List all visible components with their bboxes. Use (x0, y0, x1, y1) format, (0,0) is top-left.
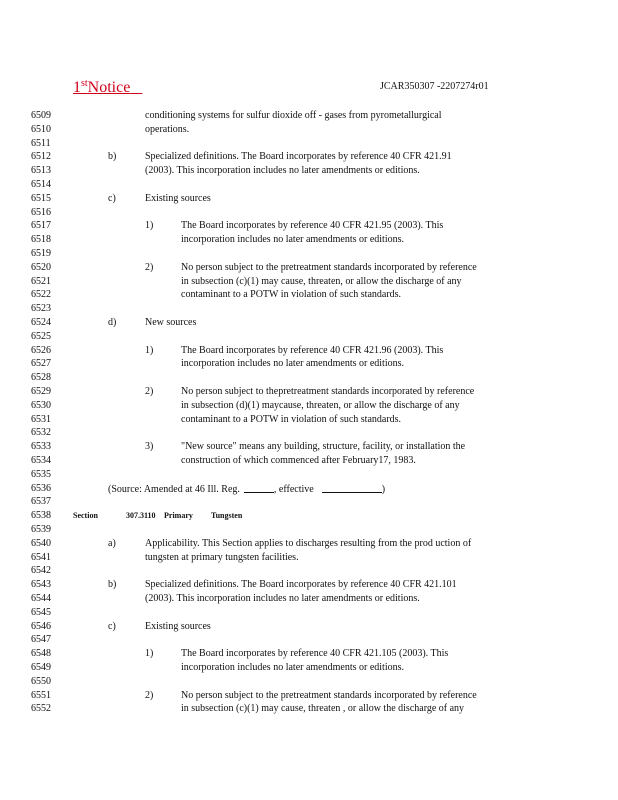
source-note (108, 482, 385, 497)
line-number: 6535 (31, 468, 51, 480)
line-text: Specialized definitions. The Board incorporates by reference 40 CFR 421.91 (145, 151, 452, 163)
list-label: 1) (145, 220, 154, 232)
line-number: 6511 (31, 137, 51, 149)
line-number: 6529 (31, 386, 51, 397)
document-line (0, 537, 618, 551)
document-line (0, 564, 618, 578)
document-line (0, 523, 618, 537)
line-number: 6531 (31, 413, 51, 425)
document-line (0, 413, 618, 427)
list-label: d) (108, 317, 117, 328)
document-line (0, 454, 618, 468)
document-line (0, 482, 618, 496)
list-label: a) (108, 537, 116, 549)
document-line (0, 647, 618, 661)
line-text: (2003). This incorporation includes no later amendments or editions. (145, 593, 420, 604)
line-number: 6537 (31, 496, 51, 508)
document-line (0, 426, 618, 440)
line-number: 6530 (31, 399, 51, 411)
line-number: 6534 (31, 455, 51, 466)
line-number: 6519 (31, 248, 51, 259)
list-label: 2) (145, 261, 154, 273)
line-text: conditioning systems for sulfur dioxide off - gases from pyrometallurgical (145, 110, 442, 121)
document-line (0, 109, 618, 123)
line-text: No person subject to thepretreatment standards incorporated by reference (181, 386, 475, 397)
line-number: 6512 (31, 151, 51, 163)
list-label: c) (108, 620, 116, 632)
line-number: 6513 (31, 165, 51, 177)
line-number: 6539 (31, 524, 51, 535)
line-text: The Board incorporates by reference 40 CFR 421.105 (2003). This (181, 648, 449, 660)
document-line (0, 399, 618, 413)
line-number: 6516 (31, 206, 51, 218)
document-line (0, 344, 618, 358)
line-text: Applicability. This Section applies to discharges resulting from the prod uction of (145, 537, 472, 549)
line-number: 6544 (31, 593, 51, 604)
line-number: 6518 (31, 234, 51, 246)
list-label: c) (108, 192, 116, 204)
document-line (0, 689, 618, 703)
document-line (0, 371, 618, 385)
line-number: 6551 (31, 689, 51, 701)
line-number: 6521 (31, 275, 51, 287)
line-number: 6546 (31, 620, 51, 632)
document-line (0, 164, 618, 178)
line-number: 6549 (31, 662, 51, 673)
line-number: 6509 (31, 110, 51, 121)
list-label: 3) (145, 441, 154, 453)
document-line (0, 219, 618, 233)
source-note-end: ) (381, 483, 386, 495)
line-text: contaminant to a POTW in violation of such standards. (181, 289, 402, 301)
document-line (0, 606, 618, 620)
document-line (0, 702, 618, 716)
document-line (0, 495, 618, 509)
document-line (0, 440, 618, 454)
line-number: 6552 (31, 703, 51, 715)
line-number: 6541 (31, 551, 51, 563)
line-text: The Board incorporates by reference 40 CFR 421.96 (2003). This (181, 344, 444, 356)
document-line (0, 551, 618, 565)
document-line (0, 288, 618, 302)
line-text: in subsection (c)(1) may cause, threaten, or allow the discharge of any (181, 275, 462, 287)
document-line (0, 675, 618, 689)
line-text: tungsten at primary tungsten facilities. (145, 551, 299, 563)
document-line (0, 620, 618, 634)
document-line (0, 137, 618, 151)
line-number: 6532 (31, 427, 51, 439)
document-line (0, 233, 618, 247)
line-number: 6547 (31, 634, 51, 646)
line-text: New sources (145, 317, 197, 328)
document-line (0, 592, 618, 606)
section-number: 307.3110 (126, 511, 156, 521)
notice-heading: 1stNotice (73, 78, 131, 96)
line-text: incorporation includes no later amendments or editions. (181, 358, 404, 370)
line-number: 6515 (31, 192, 51, 204)
line-text: in subsection (d)(1) maycause, threaten, or allow the discharge of any (181, 399, 460, 411)
line-number: 6527 (31, 358, 51, 370)
section-title-primary: Primary (164, 511, 193, 521)
line-number: 6548 (31, 648, 51, 660)
document-line (0, 661, 618, 675)
line-number: 6514 (31, 179, 51, 190)
section-title-tungsten: Tungsten (211, 511, 243, 521)
document-line (0, 261, 618, 275)
line-text: (2003). This incorporation includes no later amendments or editions. (145, 165, 420, 177)
line-text: contaminant to a POTW in violation of such standards. (181, 413, 402, 425)
document-line (0, 578, 618, 592)
document-line (0, 633, 618, 647)
document-line (0, 357, 618, 371)
line-number: 6526 (31, 344, 51, 356)
list-label: b) (108, 579, 117, 591)
document-line (0, 468, 618, 482)
line-number: 6522 (31, 289, 51, 301)
document-line (0, 206, 618, 220)
line-text: Specialized definitions. The Board incorporates by reference 40 CFR 421.101 (145, 579, 457, 591)
line-text: construction of which commenced after February17, 1983. (181, 455, 416, 466)
list-label: 2) (145, 386, 154, 397)
line-number: 6545 (31, 606, 51, 618)
source-note-mid: , effective (273, 483, 314, 495)
line-number: 6525 (31, 330, 51, 342)
document-line (0, 192, 618, 206)
document-line (0, 330, 618, 344)
document-line (0, 302, 618, 316)
line-number: 6550 (31, 675, 51, 687)
line-number: 6536 (31, 482, 51, 494)
line-number: 6523 (31, 303, 51, 315)
line-text: incorporation includes no later amendments or editions. (181, 662, 404, 673)
line-number: 6524 (31, 317, 51, 328)
line-text: in subsection (c)(1) may cause, threaten , or allow the discharge of any (181, 703, 465, 715)
document-id: JCAR350307 -2207274r01 (380, 81, 489, 92)
source-note-start: (Source: Amended at 46 Ill. Reg. (108, 483, 240, 495)
line-text: "New source" means any building, structure, facility, or installation the (181, 441, 466, 453)
document-line (0, 316, 618, 330)
line-number: 6510 (31, 123, 51, 135)
line-number: 6533 (31, 441, 51, 453)
document-line (0, 385, 618, 399)
list-label: 1) (145, 648, 154, 660)
line-number: 6528 (31, 372, 51, 384)
document-line (0, 150, 618, 164)
line-text: No person subject to the pretreatment standards incorporated by reference (181, 689, 477, 701)
list-label: 1) (145, 344, 154, 356)
line-text: Existing sources (145, 192, 211, 204)
line-number: 6542 (31, 565, 51, 577)
line-number: 6517 (31, 220, 51, 232)
line-text: The Board incorporates by reference 40 CFR 421.95 (2003). This (181, 220, 444, 232)
line-number: 6520 (31, 261, 51, 273)
line-number: 6543 (31, 579, 51, 591)
section-word: Section (73, 511, 98, 521)
line-number: 6538 (31, 510, 51, 522)
line-number: 6540 (31, 537, 51, 549)
document-line (0, 275, 618, 289)
document-line (0, 247, 618, 261)
line-text: No person subject to the pretreatment standards incorporated by reference (181, 261, 477, 273)
list-label: 2) (145, 689, 154, 701)
line-text: Existing sources (145, 620, 211, 632)
document-line (0, 123, 618, 137)
document-line (0, 178, 618, 192)
blank-reg-number (244, 482, 274, 493)
document-line (0, 509, 618, 523)
line-text: incorporation includes no later amendments or editions. (181, 234, 404, 246)
line-text: operations. (145, 123, 190, 135)
blank-effective-date (322, 482, 382, 493)
list-label: b) (108, 151, 117, 163)
